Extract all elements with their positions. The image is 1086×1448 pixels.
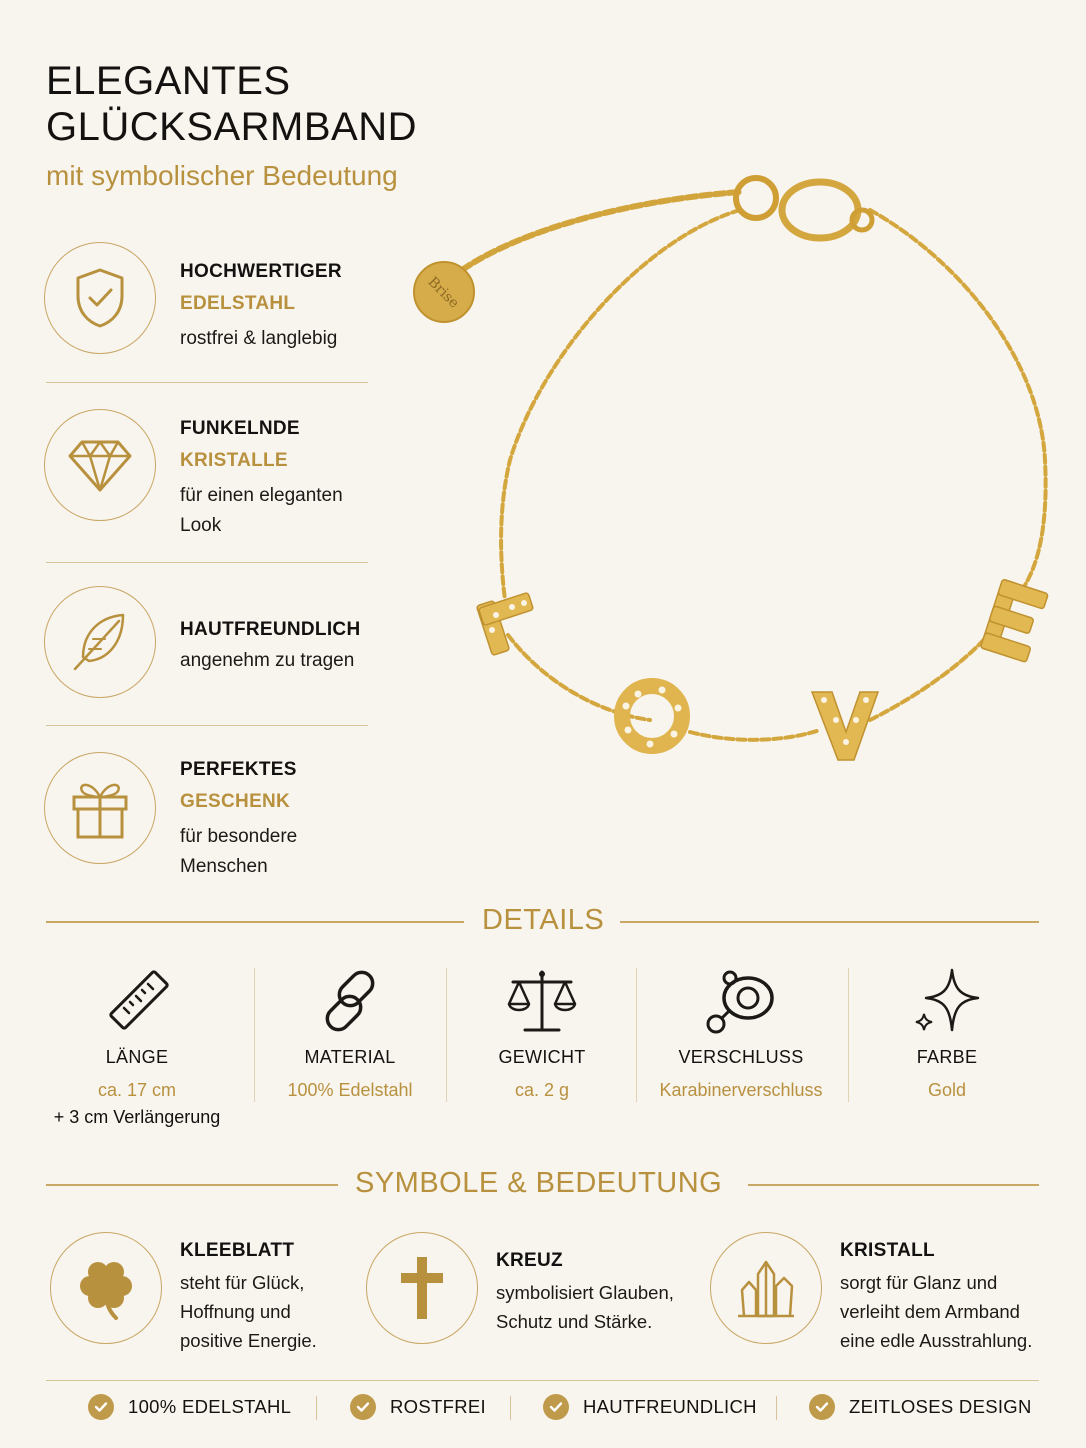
symbol-title: KLEEBLATT [180,1240,295,1261]
subtitle: mit symbolischer Bedeutung [46,160,398,191]
feature-skin-friendly [44,586,370,700]
badge-timeless-design [809,1394,1032,1420]
feature-title: HOCHWERTIGER [180,261,342,282]
title-line-2: GLÜCKSARMBAND [46,105,418,149]
detail-value: Gold [927,1080,967,1100]
divider [848,968,849,1102]
ruler-icon [42,965,232,1037]
section-line [46,921,464,923]
check-icon [88,1394,114,1420]
divider [46,382,368,383]
detail-clasp [646,965,836,1101]
check-icon [350,1394,376,1420]
badge-rustproof [350,1394,486,1420]
feature-desc-line: Menschen [180,856,268,877]
clover-icon [50,1232,162,1344]
detail-extra: + 3 cm Verlängerung [53,1107,221,1127]
detail-value: ca. 2 g [514,1080,570,1100]
sparkle-icon [852,965,1042,1037]
detail-label: GEWICHT [498,1047,586,1067]
symbol-title: KREUZ [496,1250,563,1271]
shield-check-icon [44,242,156,354]
symbol-desc-line: eine edle Ausstrahlung. [840,1330,1033,1351]
feature-title-accent: EDELSTAHL [180,293,296,314]
feature-desc-line: für einen eleganten [180,485,343,506]
feature-desc [180,822,297,882]
clasp-icon [646,965,836,1037]
feature-gift [44,752,370,877]
divider [46,1380,1039,1381]
symbols-heading: SYMBOLE & BEDEUTUNG [355,1167,723,1199]
symbol-desc-line: Schutz und Stärke. [496,1311,653,1332]
feature-desc-line: für besondere [180,826,298,847]
feature-desc [180,481,343,541]
scale-icon [447,965,637,1037]
details-heading: DETAILS [482,904,605,936]
check-icon [543,1394,569,1420]
feature-title: HAUTFREUNDLICH [180,619,361,640]
feature-desc: angenehm zu tragen [180,650,355,671]
detail-material [255,965,445,1101]
symbol-desc-line: sorgt für Glanz und [840,1272,998,1293]
symbol-desc-line: Hoffnung und [180,1301,291,1322]
diamond-icon [44,409,156,521]
detail-value: Karabinerverschluss [659,1080,823,1100]
badge-label: ROSTFREI [390,1396,486,1417]
detail-length [42,965,232,1128]
symbol-title: KRISTALL [840,1240,935,1261]
page-title [46,58,417,150]
detail-value: ca. 17 cm [97,1080,177,1100]
detail-value: 100% Edelstahl [287,1080,413,1100]
detail-label: MATERIAL [304,1047,396,1067]
feature-desc-line: Look [180,515,222,536]
divider [46,725,368,726]
divider [46,562,368,563]
feature-title: PERFEKTES [180,759,297,780]
detail-label: FARBE [916,1047,978,1067]
badge-skin-friendly [543,1394,757,1420]
feature-desc: rostfrei & langlebig [180,328,338,349]
symbol-desc-line: symbolisiert Glauben, [496,1282,674,1303]
symbol-desc-line: positive Energie. [180,1330,317,1351]
cross-icon [366,1232,478,1344]
symbol-desc-line: verleiht dem Armband [840,1301,1020,1322]
detail-weight [447,965,637,1101]
badge-steel [88,1394,291,1420]
badge-label: 100% EDELSTAHL [128,1396,292,1417]
gift-icon [44,752,156,864]
divider [510,1396,511,1420]
feature-crystals [44,409,370,536]
section-line [620,921,1039,923]
section-line [46,1184,338,1186]
divider [316,1396,317,1420]
detail-label: LÄNGE [105,1047,169,1067]
title-line-1: ELEGANTES [46,59,291,103]
feature-title-accent: GESCHENK [180,791,291,812]
bracelet-image [400,160,1070,780]
detail-color [852,965,1042,1101]
badge-label: HAUTFREUNDLICH [583,1396,757,1417]
badge-label: ZEITLOSES DESIGN [849,1396,1032,1417]
crystal-icon [710,1232,822,1344]
symbol-desc [840,1268,1050,1355]
symbol-desc [496,1278,736,1336]
section-line [748,1184,1039,1186]
check-icon [809,1394,835,1420]
feature-title: FUNKELNDE [180,418,300,439]
feature-title-accent: KRISTALLE [180,450,288,471]
divider [636,968,637,1102]
symbol-desc-line: steht für Glück, [180,1272,305,1293]
feature-steel [44,242,370,356]
brand-tag-text: Brise [424,273,463,312]
divider [776,1396,777,1420]
chain-link-icon [255,965,445,1037]
detail-label: VERSCHLUSS [678,1047,804,1067]
feather-icon [44,586,156,698]
